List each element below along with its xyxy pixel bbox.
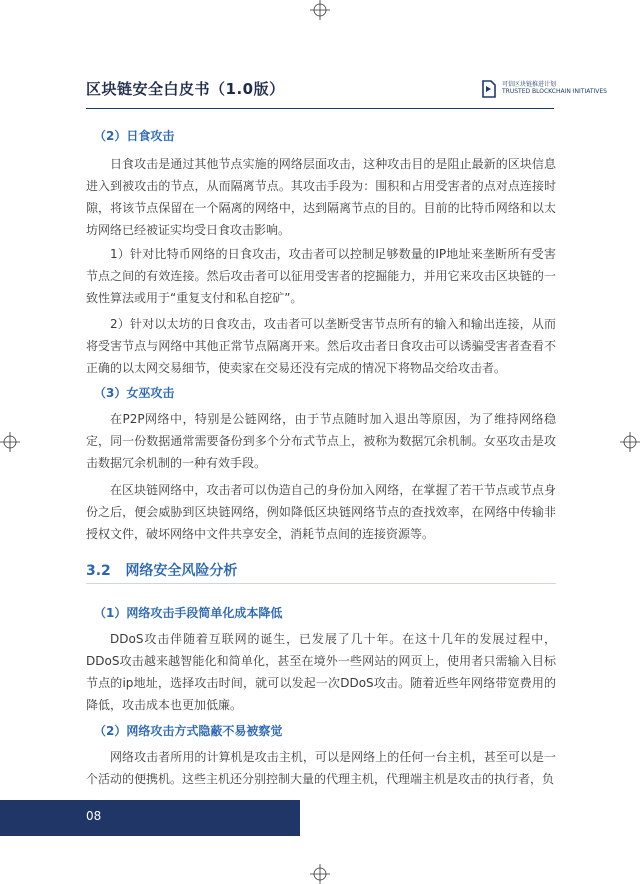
paragraph: 网络攻击者所用的计算机是攻击主机，可以是网络上的任何一台主机，甚至可以是一个活动的便携机。这些主机还分别控制大量的代理主机，代理端主机是攻击的执行者，负 bbox=[86, 750, 556, 786]
subheading-sybil-attack: （3）女巫攻击 bbox=[94, 386, 175, 400]
logo-subtext: TRUSTED BLOCKCHAIN INITIATIVES bbox=[502, 88, 607, 95]
footer-bar bbox=[0, 800, 300, 836]
page-number: 08 bbox=[86, 809, 102, 823]
section-title-text: 网络安全风险分析 bbox=[125, 563, 238, 579]
document-title: 区块链安全白皮书（1.0版） bbox=[86, 80, 285, 98]
paragraph: 2）针对以太坊的日食攻击，攻击者可以垄断受害节点所有的输入和输出连接，从而将受害节点与网络中其他正常节点隔离开来。然后攻击者日食攻击可以诱骗受害者查看不正确的以太网交易细节，使卖家在交易还没有完成的情况下将物品交给攻击者。 bbox=[86, 317, 556, 375]
section-heading bbox=[86, 560, 237, 580]
subheading-cost-reduction: （1）网络攻击手段简单化成本降低 bbox=[94, 606, 283, 620]
logo-text: 可信区块链推进计划 bbox=[502, 81, 557, 89]
paragraph: 日食攻击是通过其他节点实施的网络层面攻击，这种攻击目的是阻止最新的区块信息进入到被攻击的节点，从而隔离节点。其攻击手段为：围积和占用受害者的点对点连接时隙，将该节点保留在一个隔离的网络中，达到隔离节点的目的。目前的比特币网络和以太坊网络已经被证实均受日食攻击影响。 bbox=[86, 157, 556, 237]
subheading-concealed-attacks: （2）网络攻击方式隐蔽不易被察觉 bbox=[94, 724, 283, 738]
header-divider bbox=[86, 108, 554, 109]
paragraph: DDoS攻击伴随着互联网的诞生，已发展了几十年。在这十几年的发展过程中，DDoS攻击越来越智能化和简单化，甚至在境外一些网站的网页上，使用者只需输入目标节点的ip地址，选择攻击时间，就可以发起一次DDoS攻击。随着近些年网络带宽费用的降低，攻击成本也更加低廉。 bbox=[86, 632, 556, 712]
registration-mark-top bbox=[310, 0, 330, 20]
section-number: 3.2 bbox=[86, 563, 111, 579]
publisher-logo bbox=[482, 80, 607, 98]
blockchain-logo-icon bbox=[482, 80, 496, 98]
paragraph: 在P2P网络中，特别是公链网络，由于节点随时加入退出等原因，为了维持网络稳定，同一份数据通常需要备份到多个分布式节点上，被称为数据冗余机制。女巫攻击是攻击数据冗余机制的一种有效手段。 bbox=[86, 412, 556, 470]
subheading-eclipse-attack: （2）日食攻击 bbox=[94, 129, 175, 143]
paragraph: 在区块链网络中，攻击者可以伪造自己的身份加入网络，在掌握了若干节点或节点身份之后，便会威胁到区块链网络，例如降低区块链网络节点的查找效率，在网络中传输非授权文件，破坏网络中文件共享安全，消耗节点间的连接资源等。 bbox=[86, 483, 556, 541]
paragraph: 1）针对比特币网络的日食攻击，攻击者可以控制足够数量的IP地址来垄断所有受害节点之间的有效连接。然后攻击者可以征用受害者的挖掘能力，并用它来攻击区块链的一致性算法或用于“重复支付和私自挖矿”。 bbox=[86, 247, 556, 305]
registration-mark-right bbox=[620, 432, 640, 452]
registration-mark-left bbox=[0, 432, 20, 452]
registration-mark-bottom bbox=[310, 864, 330, 884]
